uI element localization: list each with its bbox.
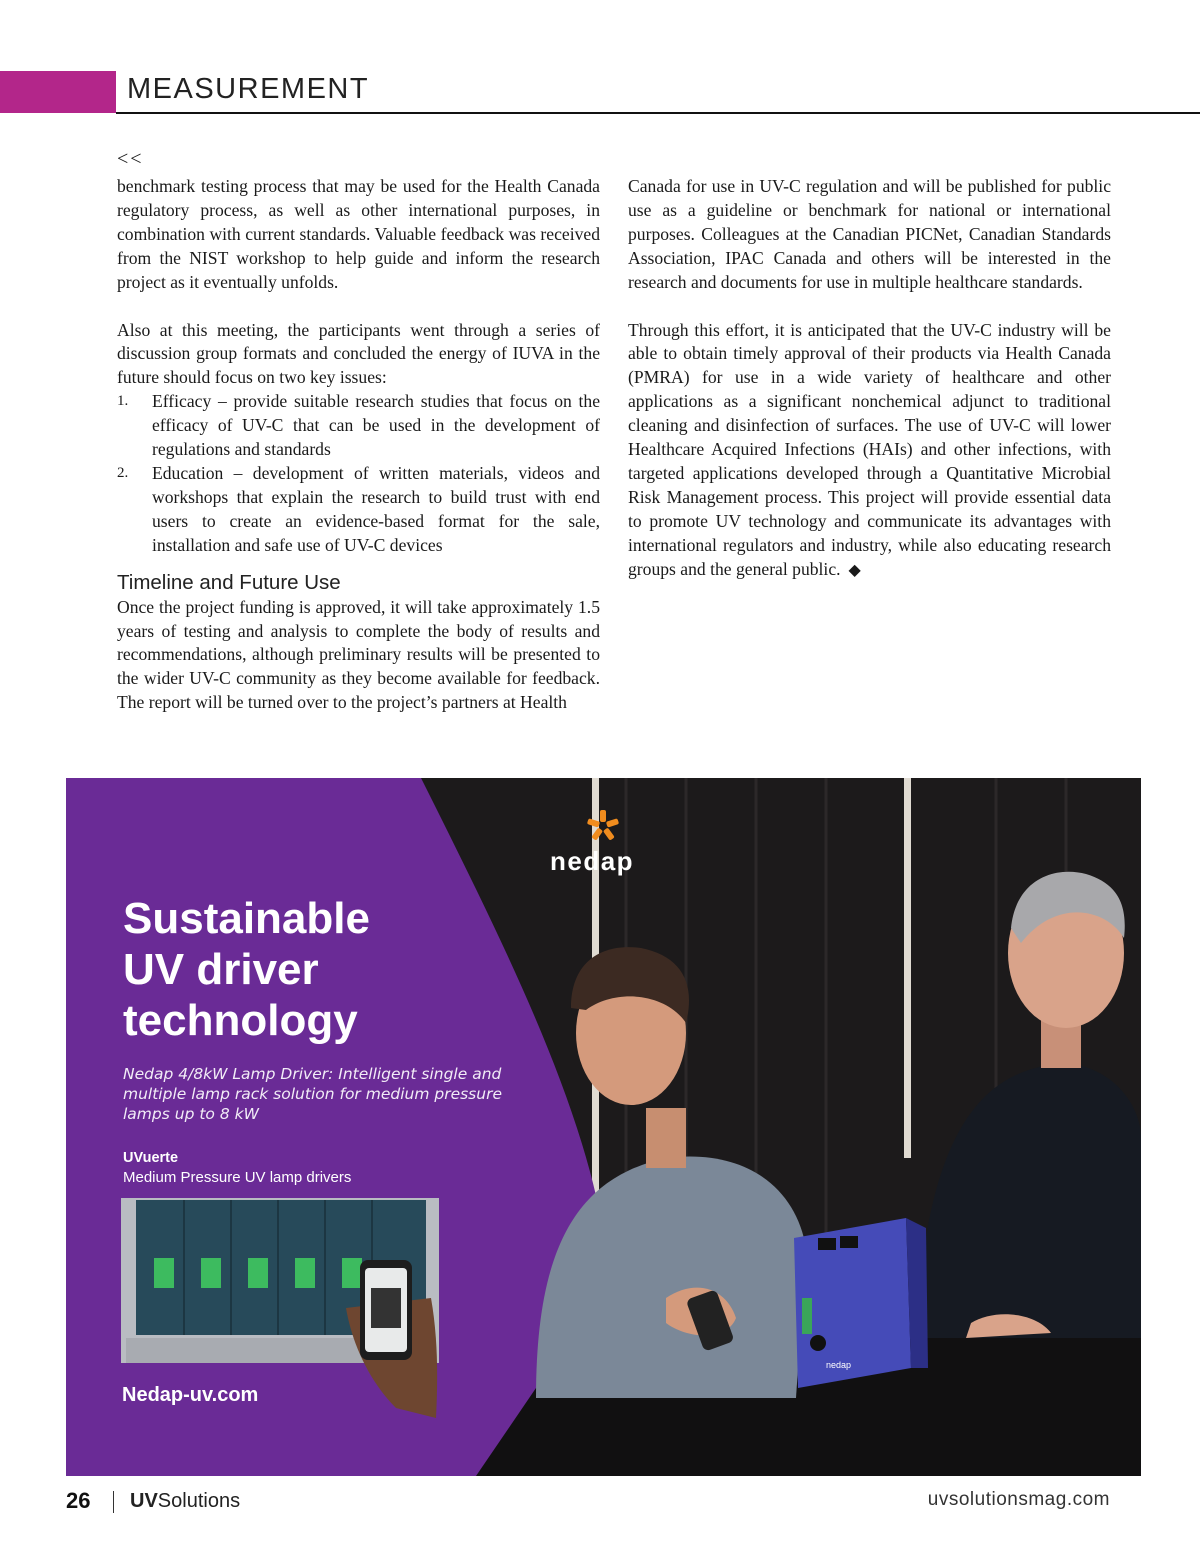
section-color-tab	[0, 71, 116, 113]
publication-name	[130, 1490, 240, 1513]
headline-line: UV driver	[123, 945, 319, 994]
ad-website-link[interactable]: Nedap-uv.com	[122, 1384, 259, 1406]
headline-line: Sustainable	[123, 894, 370, 943]
end-of-article-icon: ◆	[848, 561, 861, 579]
right-paragraph-2	[628, 319, 1111, 583]
list-text: Education – development of written materials, videos and workshops that explain the research to build trust with end users to create an evidence-based format for the sale, installation and safe use of UV-C devices	[152, 462, 600, 555]
device-label: nedap	[826, 1360, 852, 1370]
key-issues-list	[117, 390, 600, 557]
page-number: 26	[66, 1488, 91, 1513]
nedap-logo-text: nedap	[550, 846, 635, 876]
list-item	[117, 390, 600, 462]
light-strip	[904, 778, 911, 1158]
list-item	[117, 462, 600, 558]
left-paragraph-1: benchmark testing process that may be used for the Health Canada regulatory process, as well as other international purposes, in combination with current standards. Valuable feedback was received from the NIST workshop to help guide and inform the research project as it eventually unfolds.	[117, 176, 600, 292]
footer-divider	[113, 1491, 114, 1513]
publication-name-rest: Solutions	[157, 1490, 241, 1512]
website-url[interactable]: uvsolutionsmag.com	[927, 1489, 1110, 1510]
left-paragraph-3: Once the project funding is approved, it will take approximately 1.5 years of testing and analysis to complete the body of results and recommendations, although preliminary results will be presented to the wider UV-C community as they become available for feedback. The report will be turned over to the project’s partners at Health	[117, 596, 600, 713]
publication-name-bold: UV	[130, 1490, 158, 1512]
right-paragraph-2-text: Through this effort, it is anticipated that the UV-C industry will be able to obtain timely approval of their products via Health Canada (PMRA) for use in a wide variety of healthcare and other applications as a significant nonchemical adjunct to traditional cleaning and disinfection of surfaces. The use of UV-C will lower Healthcare Acquired Infections (HAIs) and other infections, with targeted applications developed through a Quantitative Microbial Risk Management process. This project will provide essential data to promote UV technology and communicate its advantages with international regulators and industry, while also educating research groups and the general public.	[628, 319, 1111, 579]
article-left-column	[117, 175, 600, 715]
continued-marker: <<	[117, 148, 144, 170]
headline-line: technology	[123, 996, 358, 1045]
uv-driver-device	[794, 1218, 928, 1388]
ad-description: Nedap 4/8kW Lamp Driver: Intelligent single and multiple lamp rack solution for medium pressure lamps up to 8 kW	[123, 1065, 502, 1123]
list-number: 2.	[117, 464, 129, 481]
article-right-column	[628, 175, 1111, 583]
nedap-advertisement[interactable]	[66, 778, 1141, 1476]
ad-brand-description: Medium Pressure UV lamp drivers	[123, 1169, 352, 1186]
list-text: Efficacy – provide suitable research studies that focus on the efficacy of UV-C that can be used in the development of regulations and standards	[152, 391, 600, 460]
subheading: Timeline and Future Use	[117, 570, 341, 594]
list-number: 1.	[117, 393, 129, 410]
right-paragraph-1: Canada for use in UV-C regulation and will be published for public use as a guideline or benchmark for national or international purposes. Colleagues at the Canadian PICNet, Canadian Standards Association, IPAC Canada and others will be interested in the research and documents for use in multiple healthcare standards.	[628, 176, 1111, 292]
left-paragraph-2: Also at this meeting, the participants went through a series of discussion group formats and concluded the energy of IUVA in the future should focus on two key issues:	[117, 319, 600, 388]
ad-brand-name: UVuerte	[123, 1150, 179, 1166]
section-title: MEASUREMENT	[127, 73, 370, 105]
section-rule	[116, 112, 1200, 114]
ad-artwork	[66, 778, 1141, 1476]
ad-headline	[123, 893, 503, 1046]
